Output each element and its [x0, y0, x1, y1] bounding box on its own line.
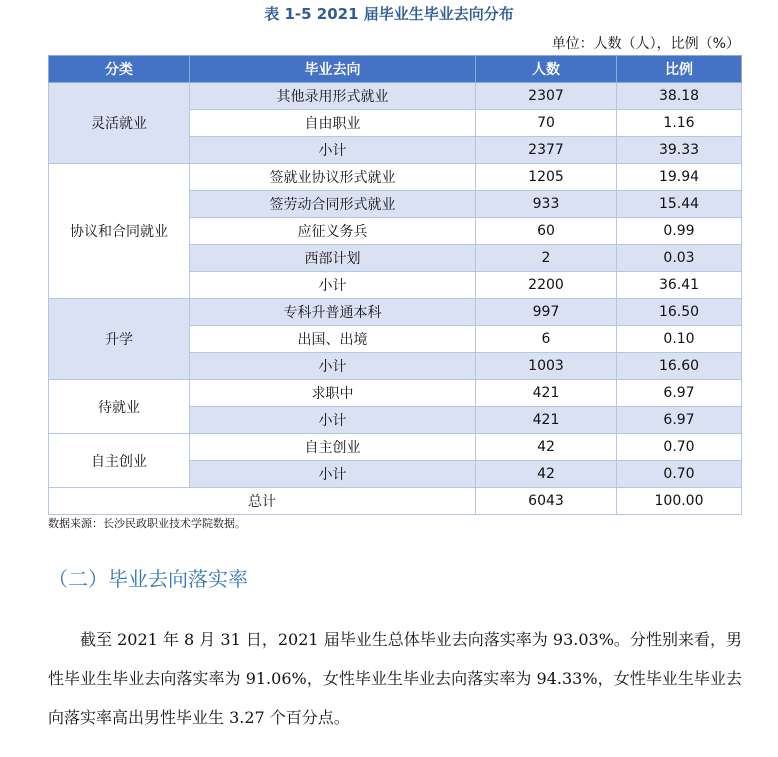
count-cell: 933: [476, 191, 617, 218]
table-row: [49, 299, 742, 326]
destination-cell: 小计: [190, 407, 476, 434]
header-count: 人数: [476, 56, 617, 83]
destination-cell: 自主创业: [190, 434, 476, 461]
ratio-cell: 6.97: [617, 407, 742, 434]
ratio-cell: 36.41: [617, 272, 742, 299]
count-cell: 70: [476, 110, 617, 137]
destination-cell: 签就业协议形式就业: [190, 164, 476, 191]
destination-cell: 小计: [190, 461, 476, 488]
ratio-cell: 0.99: [617, 218, 742, 245]
total-count: 6043: [476, 488, 617, 515]
ratio-cell: 19.94: [617, 164, 742, 191]
header-destination: 毕业去向: [190, 56, 476, 83]
ratio-cell: 0.70: [617, 434, 742, 461]
destination-cell: 出国、出境: [190, 326, 476, 353]
destination-cell: 自由职业: [190, 110, 476, 137]
count-cell: 421: [476, 407, 617, 434]
ratio-cell: 1.16: [617, 110, 742, 137]
table-header-row: [49, 56, 742, 83]
category-cell: 待就业: [49, 380, 190, 434]
ratio-cell: 38.18: [617, 83, 742, 110]
table-row: [49, 380, 742, 407]
header-ratio: 比例: [617, 56, 742, 83]
count-cell: 42: [476, 461, 617, 488]
ratio-cell: 0.10: [617, 326, 742, 353]
count-cell: 6: [476, 326, 617, 353]
count-cell: 421: [476, 380, 617, 407]
count-cell: 42: [476, 434, 617, 461]
count-cell: 2200: [476, 272, 617, 299]
count-cell: 2377: [476, 137, 617, 164]
destination-cell: 应征义务兵: [190, 218, 476, 245]
category-cell: 灵活就业: [49, 83, 190, 164]
header-category: 分类: [49, 56, 190, 83]
category-cell: 协议和合同就业: [49, 164, 190, 299]
table-row: [49, 83, 742, 110]
total-ratio: 100.00: [617, 488, 742, 515]
destination-cell: 专科升普通本科: [190, 299, 476, 326]
count-cell: 60: [476, 218, 617, 245]
destination-cell: 其他录用形式就业: [190, 83, 476, 110]
total-row: [49, 488, 742, 515]
ratio-cell: 0.70: [617, 461, 742, 488]
count-cell: 1003: [476, 353, 617, 380]
category-cell: 升学: [49, 299, 190, 380]
section-heading: （二）毕业去向落实率: [48, 567, 248, 591]
table-row: [49, 164, 742, 191]
count-cell: 997: [476, 299, 617, 326]
destination-cell: 小计: [190, 353, 476, 380]
destination-cell: 签劳动合同形式就业: [190, 191, 476, 218]
destination-cell: 西部计划: [190, 245, 476, 272]
ratio-cell: 39.33: [617, 137, 742, 164]
table-row: [49, 434, 742, 461]
graduate-destination-table: [48, 55, 742, 515]
destination-cell: 小计: [190, 137, 476, 164]
category-cell: 自主创业: [49, 434, 190, 488]
ratio-cell: 16.60: [617, 353, 742, 380]
ratio-cell: 6.97: [617, 380, 742, 407]
destination-cell: 求职中: [190, 380, 476, 407]
ratio-cell: 16.50: [617, 299, 742, 326]
count-cell: 2: [476, 245, 617, 272]
destination-cell: 小计: [190, 272, 476, 299]
total-label: 总计: [49, 488, 476, 515]
ratio-cell: 0.03: [617, 245, 742, 272]
count-cell: 2307: [476, 83, 617, 110]
body-paragraph: 截至 2021 年 8 月 31 日，2021 届毕业生总体毕业去向落实率为 93.03%。分性别来看，男性毕业生毕业去向落实率为 91.06%，女性毕业生毕业去向落实率为 94.33%，女性毕业生毕业去向落实率高出男性毕业生 3.27 个百分点。: [48, 630, 742, 727]
table-title: 表 1-5 2021 届毕业生毕业去向分布: [264, 5, 514, 23]
data-source-note: 数据来源：长沙民政职业技术学院数据。: [48, 517, 246, 530]
table-unit-note: 单位：人数（人），比例（%）: [551, 36, 740, 52]
count-cell: 1205: [476, 164, 617, 191]
ratio-cell: 15.44: [617, 191, 742, 218]
